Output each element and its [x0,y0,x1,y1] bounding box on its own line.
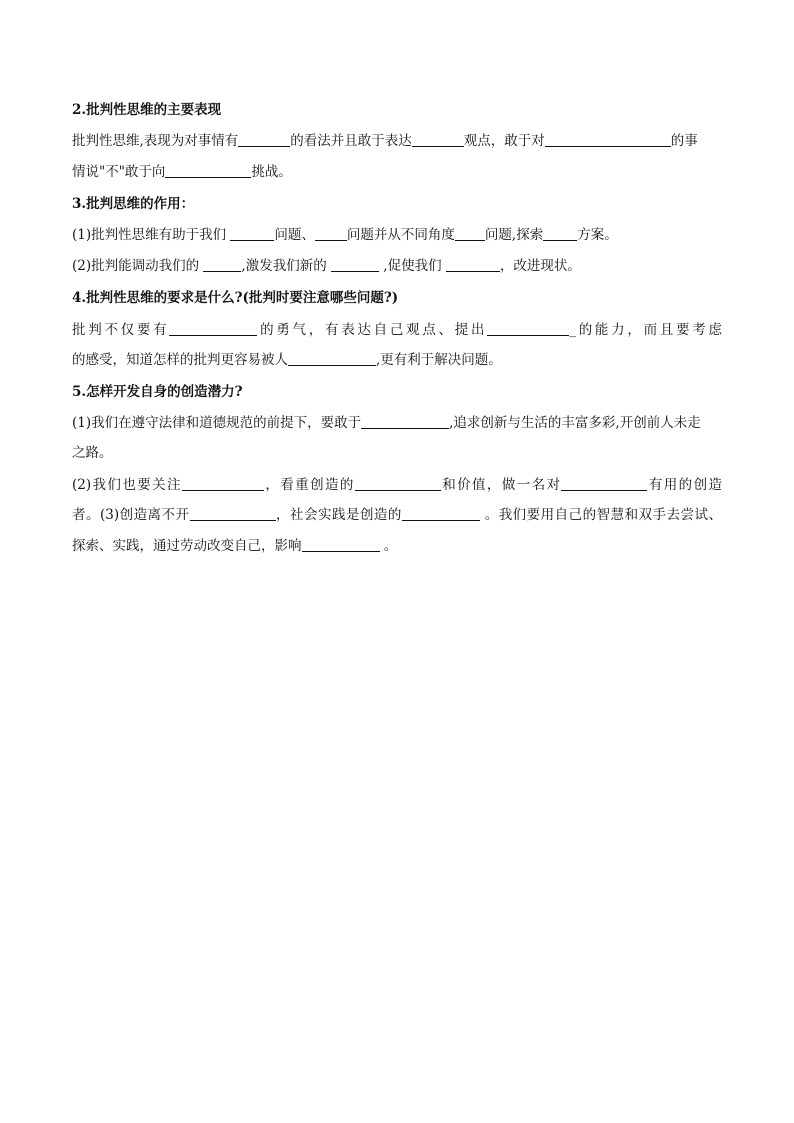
section-5-point-2-line-2: 者。(3)创造离不开 ，社会实践是创造的 。我们要用自己的智慧和双手去尝试、 [72,507,723,523]
answer-blank[interactable] [302,537,380,552]
section-5-point-2-line-1: (2)我们也要关注 ，看重创造的 和价值，做一名对 有用的创造 [72,477,722,493]
answer-blank[interactable] [182,476,264,491]
answer-blank[interactable] [412,132,464,147]
answer-blank[interactable] [543,226,577,241]
answer-blank[interactable] [545,132,671,147]
section-5-point-2-line-3: 探索、实践，通过劳动改变自己，影响 。 [72,538,398,554]
section-3-point-2: (2)批判能调动我们的 ,激发我们新的 ,促使我们 ，改进现状。 [72,258,581,274]
answer-blank[interactable] [455,226,485,241]
answer-blank[interactable] [446,257,500,272]
answer-blank[interactable] [165,163,251,178]
section-3-heading: 3.批判思维的作用： [72,196,195,212]
answer-blank[interactable] [361,414,449,429]
answer-blank[interactable] [355,476,441,491]
answer-blank[interactable] [288,351,376,366]
section-2-line-2: 情说"不"敢于向 挑战。 [72,164,292,180]
section-4-line-2: 的感受，知道怎样的批判更容易被人 ,更有利于解决问题。 [72,352,502,368]
section-3-point-1: (1)批判性思维有助于我们 问题、 问题并从不同角度 问题,探索 方案。 [72,227,618,243]
answer-blank[interactable] [169,321,257,336]
section-2-heading: 2.批判性思维的主要表现 [72,102,222,118]
section-4-line-1: 批判不仅要有 的勇气，有表达自己观点、提出 _的能力，而且要考虑 [72,322,723,338]
section-5-heading: 5.怎样开发自身的创造潜力? [72,384,243,400]
answer-blank[interactable] [487,321,569,336]
section-5-point-1-line-1: (1)我们在遵守法律和道德规范的前提下，要敢于 ,追求创新与生活的丰富多彩,开创前人未走 [72,415,701,431]
section-5-point-1-line-2: 之路。 [72,445,113,461]
answer-blank[interactable] [561,476,647,491]
answer-blank[interactable] [315,226,347,241]
answer-blank[interactable] [190,506,276,521]
answer-blank[interactable] [331,257,379,272]
section-2-line-1: 批判性思维,表现为对事情有 的看法并且敢于表达 观点，敢于对 的事 [72,133,698,149]
answer-blank[interactable] [238,132,290,147]
section-4-heading: 4.批判性思维的要求是什么?(批判时要注意哪些问题?) [72,290,399,306]
answer-blank[interactable] [203,257,241,272]
answer-blank[interactable] [230,226,274,241]
answer-blank[interactable] [402,506,480,521]
